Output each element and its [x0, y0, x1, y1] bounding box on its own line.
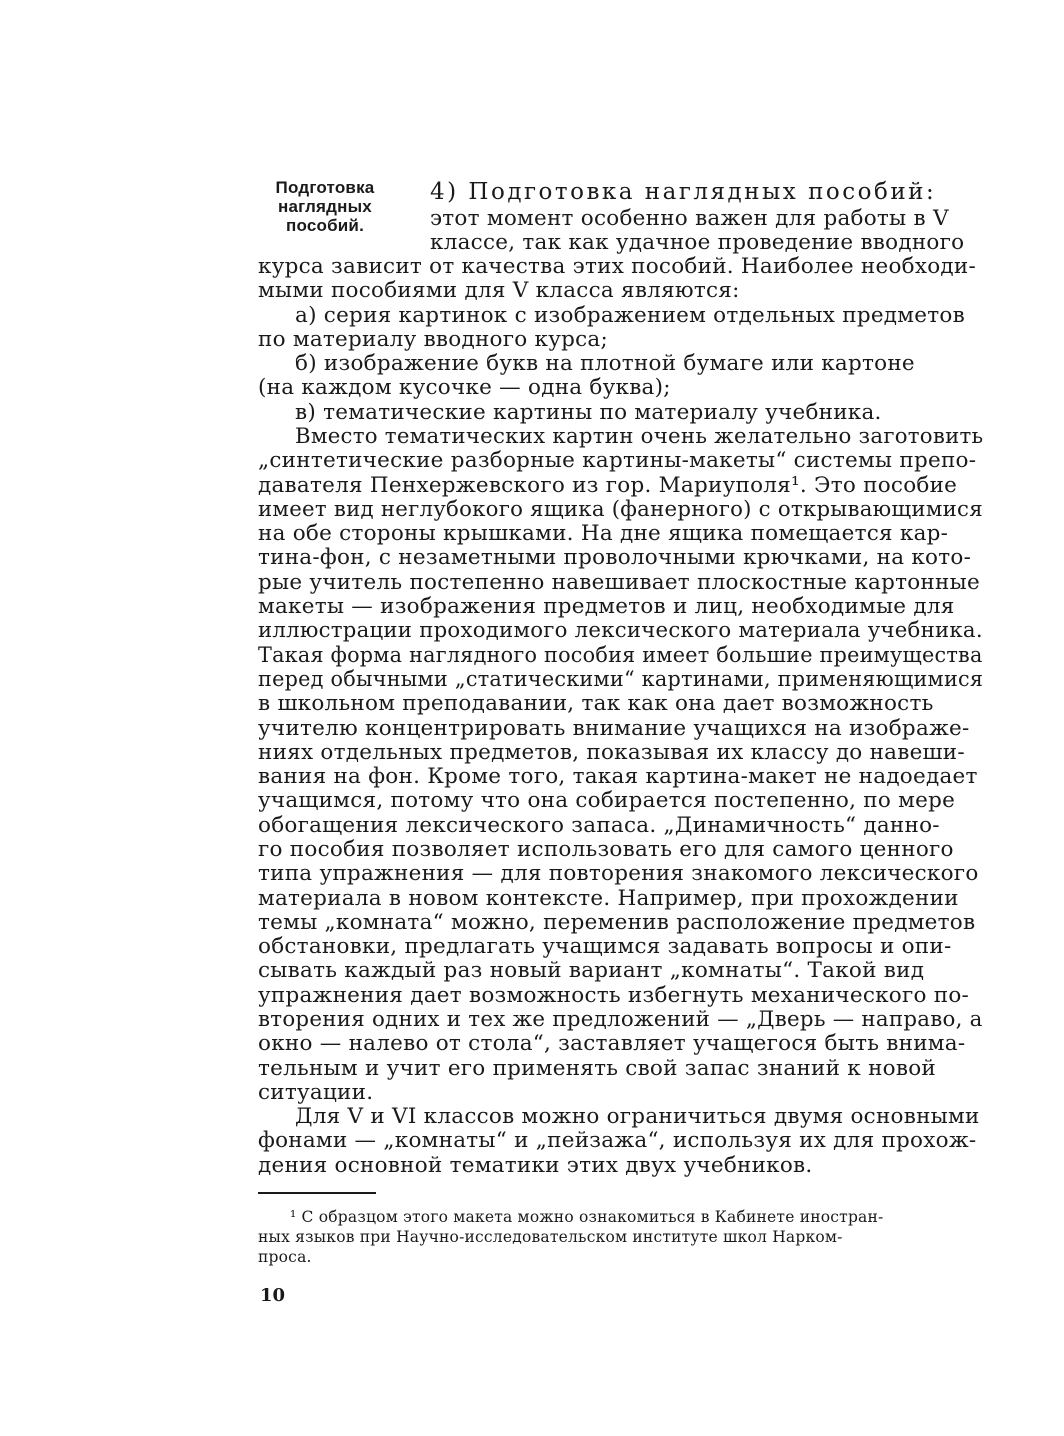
text-line: классе, так как удачное проведение вводного — [430, 230, 965, 255]
text-line: давателя Пенхержевского из гор. Мариуполя¹. Это пособие — [258, 473, 958, 498]
text-line: по материалу вводного курса; — [258, 327, 608, 352]
footnote-line: ¹ С образцом этого макета можно ознакомиться в Кабинете иностран- — [290, 1208, 884, 1226]
footnote-divider — [258, 1192, 376, 1194]
text-line: перед обычными „статическими“ картинами, применяющимися — [258, 667, 984, 692]
text-line: а) серия картинок с изображением отдельных предметов — [295, 303, 965, 328]
text-line: Вместо тематических картин очень желательно заготовить — [295, 424, 984, 449]
text-line: дения основной тематики этих двух учебников. — [258, 1153, 813, 1178]
text-line: материала в новом контексте. Например, при прохождении — [258, 886, 959, 911]
text-line: тина-фон, с незаметными проволочными крючками, на кото- — [258, 545, 972, 570]
text-line: рые учитель постепенно навешивает плоскостные картонные — [258, 570, 980, 595]
footnote-line: ных языков при Научно-исследовательском институте школ Нарком- — [258, 1228, 843, 1246]
text-line: Для V и VI классов можно ограничиться двумя основными — [295, 1104, 980, 1129]
text-line: на обе стороны крышками. На дне ящика помещается кар- — [258, 521, 949, 546]
margin-note-line: наглядных — [278, 197, 372, 216]
text-line: тельным и учит его применять свой запас знаний к новой — [258, 1056, 936, 1081]
text-line: темы „комната“ можно, переменив расположение предметов — [258, 910, 976, 935]
text-line: обогащения лексического запаса. „Динамичность“ данно- — [258, 813, 940, 838]
text-line: ситуации. — [258, 1080, 374, 1105]
text-line: сывать каждый раз новый вариант „комнаты“. Такой вид — [258, 958, 925, 983]
text-line: имеет вид неглубокого ящика (фанерного) с открывающимися — [258, 497, 983, 522]
footnote-line: проса. — [258, 1248, 312, 1266]
text-line: упражнения дает возможность избегнуть механического по- — [258, 983, 970, 1008]
text-line: в школьном преподавании, так как она дает возможность — [258, 691, 934, 716]
text-line: вторения одних и тех же предложений — „Дверь — направо, а — [258, 1007, 983, 1032]
text-line: Такая форма наглядного пособия имеет большие преимущества — [258, 643, 983, 668]
text-line: этот момент особенно важен для работы в V — [430, 206, 949, 231]
text-line: типа упражнения — для повторения знакомого лексического — [258, 861, 979, 886]
page-number: 10 — [260, 1285, 286, 1306]
text-line: обстановки, предлагать учащимся задавать вопросы и опи- — [258, 934, 952, 959]
text-line: курса зависит от качества этих пособий. Наиболее необходи- — [258, 254, 977, 279]
text-line: в) тематические картины по материалу учебника. — [295, 400, 882, 425]
text-line: вания на фон. Кроме того, такая картина-макет не надоедает — [258, 764, 978, 789]
text-line: б) изображение букв на плотной бумаге или картоне — [295, 351, 915, 376]
text-line: иллюстрации проходимого лексического материала учебника. — [258, 618, 983, 643]
text-line: „синтетические разборные картины-макеты“ системы препо- — [258, 448, 977, 473]
text-line: мыми пособиями для V класса являются: — [258, 278, 740, 303]
text-line: макеты — изображения предметов и лиц, необходимые для — [258, 594, 955, 619]
text-line: окно — налево от стола“, заставляет учащегося быть внима- — [258, 1031, 966, 1056]
text-line: фонами — „комнаты“ и „пейзажа“, используя их для прохож- — [258, 1128, 977, 1153]
margin-note — [250, 178, 400, 235]
text-line: ниях отдельных предметов, показывая их классу до навеши- — [258, 740, 965, 765]
margin-note-line: пособий. — [286, 216, 364, 235]
text-line: учителю концентрировать внимание учащихся на изображе- — [258, 716, 970, 741]
section-heading: 4) Подготовка наглядных пособий: — [430, 179, 937, 205]
text-line: го пособия позволяет использовать его для самого ценного — [258, 837, 954, 862]
margin-note-line: Подготовка — [275, 178, 375, 197]
text-line: учащимся, потому что она собирается постепенно, по мере — [258, 788, 956, 813]
text-line: (на каждом кусочке — одна буква); — [258, 375, 671, 400]
